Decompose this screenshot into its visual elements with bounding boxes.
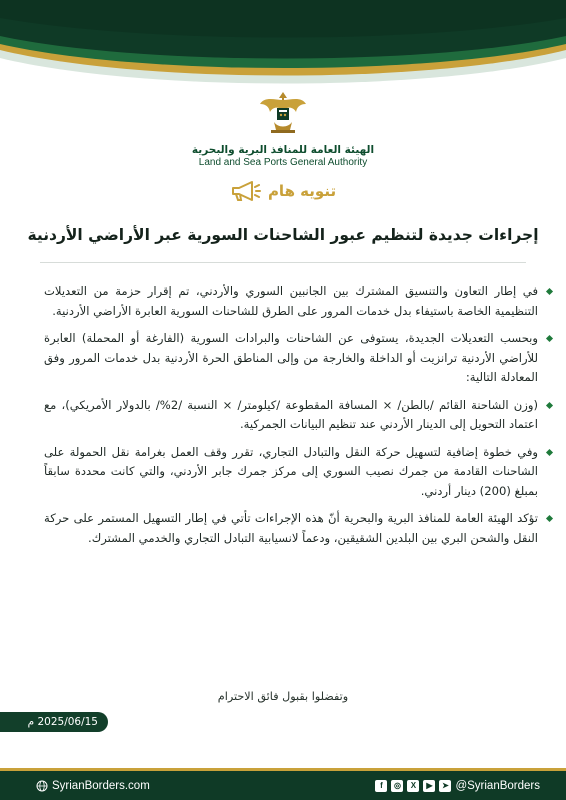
document-title: إجراءات جديدة لتنظيم عبور الشاحنات السورية عبر الأراضي الأردنية	[27, 226, 539, 244]
instagram-icon[interactable]: ◎	[391, 780, 403, 792]
footer-bar	[0, 768, 566, 800]
paragraph	[44, 443, 538, 502]
bullet-icon	[546, 288, 553, 295]
footer-website[interactable]	[36, 780, 150, 792]
notice-label: تنويه هام	[267, 182, 337, 200]
telegram-icon[interactable]: ➤	[439, 780, 451, 792]
paragraph	[44, 396, 538, 435]
paragraph	[44, 509, 538, 548]
document-date: 2025/06/15 م	[27, 716, 98, 728]
x-icon[interactable]: X	[407, 780, 419, 792]
document-body	[44, 282, 538, 556]
social-handle[interactable]: @SyrianBorders	[455, 779, 540, 792]
footer-social	[375, 780, 540, 792]
bullet-icon	[546, 401, 553, 408]
paragraph-text: تؤكد الهيئة العامة للمنافذ البرية والبحرية أنّ هذه الإجراءات تأتي في إطار التسهيل المستمر على حركة النقل والشحن البري بين البلدين الشقيقين، ودعماً لانسيابية التبادل التجاري والخدمي المشترك.	[44, 511, 538, 545]
date-ribbon	[0, 712, 108, 732]
paragraph-text: (وزن الشاحنة القائم /بالطن/ × المسافة المقطوعة /كيلومتر/ × النسبة /2%/ بالدولار الأمريكي)، مع اعتماد التحويل إلى الدينار الأردني عند تنظيم البيانات الجمركية.	[44, 397, 538, 431]
important-notice-badge	[0, 178, 566, 204]
youtube-icon[interactable]: ▶	[423, 780, 435, 792]
paragraph-text: وفي خطوة إضافية لتسهيل حركة النقل والتبادل التجاري، تقرر وقف العمل بغرامة نقل الحمولة على الشاحنات القادمة من جمرك نصيب السوري إلى مركز جمرك جابر الأردني، والتي كانت محددة سابقاً بمبلغ (200) دينار أردني.	[44, 444, 538, 498]
authority-name-english: Land and Sea Ports General Authority	[198, 157, 368, 168]
authority-logo	[0, 86, 566, 168]
globe-icon	[36, 780, 48, 792]
paragraph	[44, 282, 538, 321]
authority-name-arabic: الهيئة العامة للمنافذ البرية والبحرية	[191, 144, 375, 156]
paragraph	[44, 329, 538, 388]
bullet-icon	[546, 448, 553, 455]
website-link[interactable]: SyrianBorders.com	[52, 779, 150, 792]
header-band	[0, 0, 566, 92]
megaphone-icon	[230, 180, 262, 202]
eagle-emblem-icon	[257, 86, 309, 138]
title-divider	[40, 262, 526, 263]
facebook-icon[interactable]: f	[375, 780, 387, 792]
paragraph-text: في إطار التعاون والتنسيق المشترك بين الجانبين السوري والأردني، تم إقرار حزمة من التعديلات التنظيمية الخاصة باستيفاء بدل خدمات المرور على الطرق للشاحنات السورية العابرة الأراضي الأردنية.	[44, 284, 538, 318]
header-wave-graphic	[0, 0, 566, 92]
bullet-icon	[546, 515, 553, 522]
paragraph-text: وبحسب التعديلات الجديدة، يستوفى عن الشاحنات والبرادات السورية (الفارغة أو المحملة) العابرة للأراضي الأردنية ترانزيت أو الداخلة والخارجة من وإلى المناطق الحرة الأردنية بدل خدمات المرور وفق المعادلة التالية:	[44, 331, 538, 384]
bullet-icon	[546, 335, 553, 342]
closing-salutation: وتفضلوا بقبول فائق الاحترام	[217, 690, 349, 703]
